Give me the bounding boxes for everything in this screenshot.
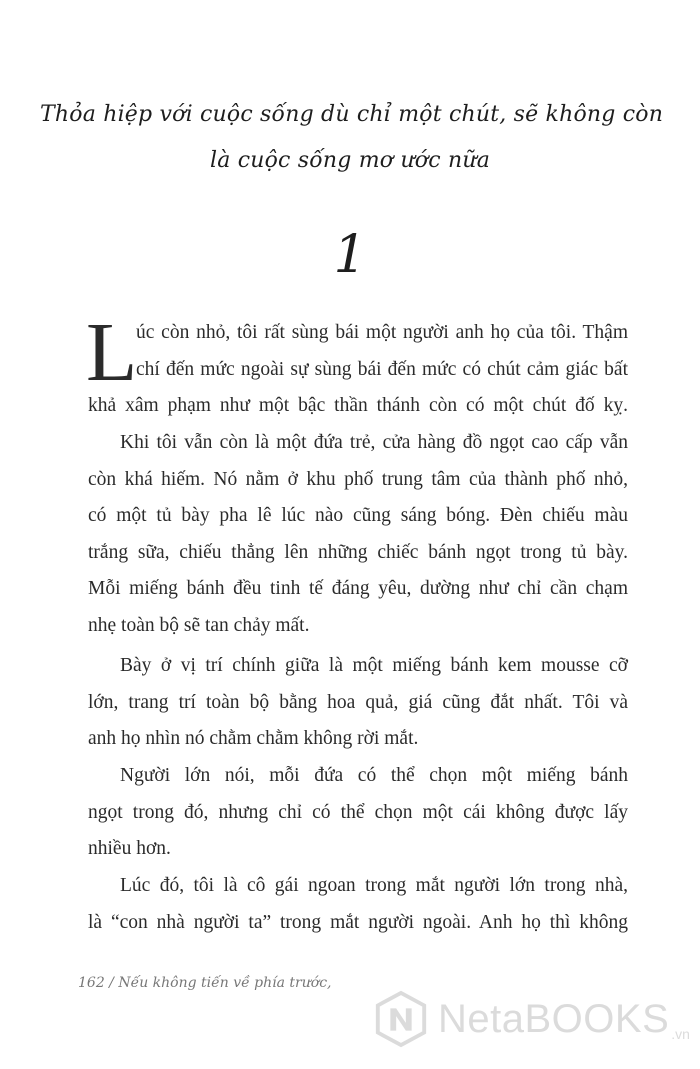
text-line: là “con nhà người ta” trong mắt người ngoài. Anh họ thì không [88, 911, 628, 933]
paragraph-5 [88, 868, 628, 941]
watermark-brand: NetaBOOKS [438, 997, 670, 1041]
text-line: Khi tôi vẫn còn là một đứa trẻ, cửa hàng đồ ngọt cao cấp vẫn [120, 432, 628, 453]
text-line: Người lớn nói, mỗi đứa có thể chọn một miếng bánh [120, 765, 628, 786]
text-line: úc còn nhỏ, tôi rất sùng bái một người anh họ của tôi. Thậm [136, 322, 628, 343]
text-line: Lúc đó, tôi là cô gái ngoan trong mắt người lớn trong nhà, [120, 875, 628, 896]
text-line: khả xâm phạm như một bậc thần thánh còn có một chút đố kỵ. [88, 395, 628, 416]
paragraph-4 [88, 758, 628, 868]
text-line: nhẹ toàn bộ sẽ tan chảy mất. [88, 614, 310, 636]
netabooks-watermark [372, 990, 690, 1048]
drop-cap: L [86, 306, 138, 399]
text-line: Mỗi miếng bánh đều tinh tế đáng yêu, dường như chỉ cần chạm [88, 578, 628, 599]
text-line: chí đến mức ngoài sự sùng bái đến mức có chút cảm giác bất [136, 358, 628, 380]
paragraph-2 [88, 425, 628, 644]
chapter-title-line: Thỏa hiệp với cuộc sống dù chỉ một chút, sẽ không còn [40, 102, 664, 127]
text-line: ngọt trong đó, nhưng chỉ có thể chọn một cái không được lấy [88, 801, 628, 823]
text-line: lớn, trang trí toàn bộ bằng hoa quả, giá cũng đắt nhất. Tôi và [88, 691, 628, 713]
chapter-title-line: là cuộc sống mơ ước nữa [209, 148, 491, 173]
text-line: anh họ nhìn nó chằm chằm không rời mắt. [88, 728, 419, 749]
text-line: nhiều hơn. [88, 838, 171, 859]
chapter-number: 1 [333, 225, 367, 285]
text-line: còn khá hiếm. Nó nằm ở khu phố trung tâm của thành phố nhỏ, [88, 468, 628, 490]
page-footer: 162 / Nếu không tiến về phía trước, [78, 975, 332, 991]
text-line: Bày ở vị trí chính giữa là một miếng bánh kem mousse cỡ [120, 655, 628, 676]
paragraph-1 [88, 315, 628, 425]
text-line: có một tủ bày pha lê lúc nào cũng sáng bóng. Đèn chiếu màu [88, 505, 628, 526]
watermark-suffix: .vn [671, 1026, 690, 1042]
chapter-title [40, 92, 664, 184]
netabooks-logo-icon [372, 990, 430, 1048]
paragraph-3 [88, 648, 628, 758]
text-line: trắng sữa, chiếu thẳng lên những chiếc bánh ngọt trong tủ bày. [88, 541, 628, 563]
